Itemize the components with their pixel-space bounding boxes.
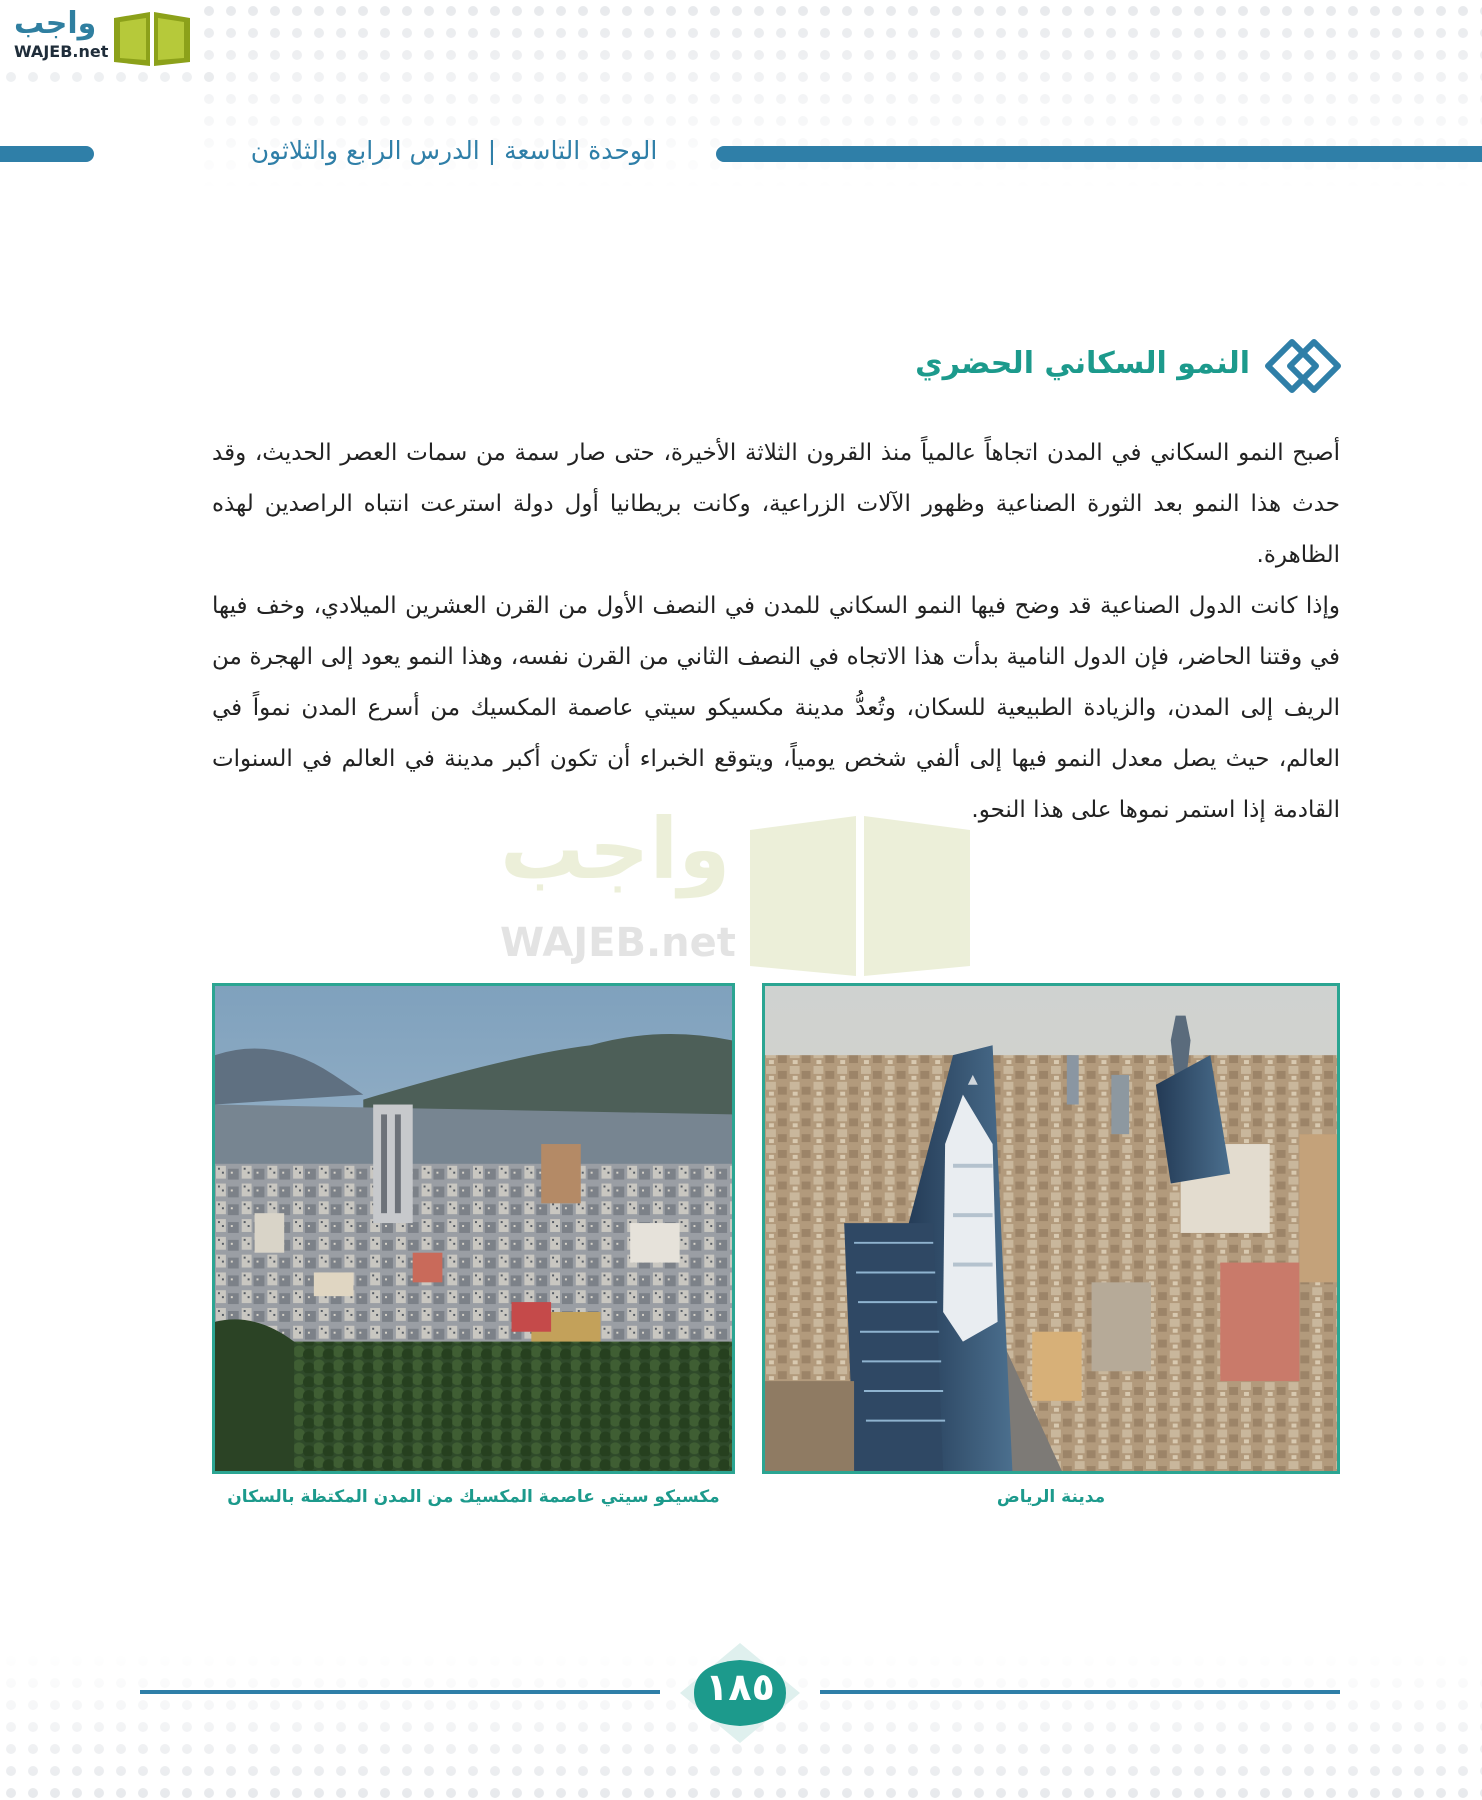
page-number: ١٨٥: [705, 1665, 775, 1709]
logo-word: واجب: [14, 6, 97, 41]
footer-rule-right: [820, 1690, 1340, 1694]
header-rule-right: [716, 146, 1482, 162]
header-rule-left: [0, 146, 94, 162]
footer-rule-left: [140, 1690, 660, 1694]
watermark-domain: WAJEB.net: [500, 920, 736, 966]
diamond-bullet-icon: [1262, 336, 1342, 396]
watermark-word: واجب: [500, 800, 731, 898]
unit-lesson-title: الوحدة التاسعة | الدرس الرابع والثلاثون: [250, 136, 658, 165]
body-text: [212, 428, 1340, 836]
book-icon: [110, 8, 194, 68]
riyadh-photo: [762, 983, 1340, 1474]
section-title: النمو السكاني الحضري: [915, 346, 1250, 381]
riyadh-caption: مدينة الرياض: [996, 1487, 1106, 1507]
mexico-city-caption: مكسيكو سيتي عاصمة المكسيك من المدن المكتظة بالسكان: [227, 1487, 720, 1507]
paragraph-2: وإذا كانت الدول الصناعية قد وضح فيها النمو السكاني للمدن في النصف الأول من القرن العشرين الميلادي، وخف فيها في وقتنا الحاضر، فإن الدول النامية بدأت هذا الاتجاه في النصف الثاني من القرن نفسه، وهذا النمو يعود إلى الهجرة من الريف إلى المدن، والزيادة الطبيعية للسكان، وتُعدُّ مدينة مكسيكو سيتي عاصمة المكسيك من أسرع المدن نمواً في العالم، حيث يصل معدل النمو فيها إلى ألفي شخص يومياً، ويتوقع الخبراء أن تكون أكبر مدينة في العالم في السنوات القادمة إذا استمر نموها على هذا النحو.: [212, 593, 1340, 823]
wajeb-logo[interactable]: [10, 6, 195, 66]
paragraph-1: أصبح النمو السكاني في المدن اتجاهاً عالمياً منذ القرون الثلاثة الأخيرة، حتى صار سمة من سمات العصر الحديث، وقد حدث هذا النمو بعد الثورة الصناعية وظهور الآلات الزراعية، وكانت بريطانيا أول دولة استرعت انتباه الراصدين لهذه الظاهرة.: [212, 440, 1340, 568]
mexico-city-photo: [212, 983, 735, 1474]
logo-domain: WAJEB.net: [14, 42, 109, 61]
